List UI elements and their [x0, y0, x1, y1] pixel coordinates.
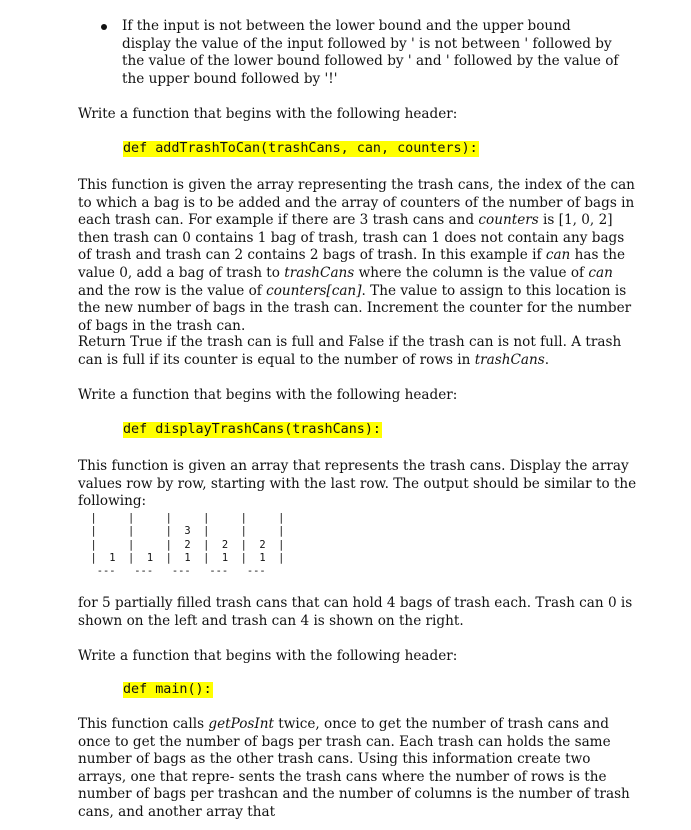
code-header-add-trash: [123, 139, 479, 159]
header-intro-1: Write a function that begins with the following header:: [78, 106, 458, 122]
header-intro-2: Write a function that begins with the following header:: [78, 387, 458, 403]
code-text: def addTrashToCan(trashCans, can, counters):: [123, 141, 478, 156]
code-text: def displayTrashCans(trashCans):: [123, 422, 381, 437]
paragraph-return: Return True if the trash can is full and False if the trash can is not full. A trash can is full if its counter is equal to the number of rows in trashCans.: [78, 334, 622, 368]
header-intro-3: Write a function that begins with the following header:: [78, 648, 458, 664]
code-header-main: [123, 680, 213, 700]
trash-can-diagram: | | | | | | | | | 3 | | | | | | 2 | 2 | 2 | | 1 | 1 | 1 | 1 | 1 | --- --- --- --- ---: [78, 512, 285, 578]
paragraph-add-trash: This function is given the array representing the trash cans, the index of the can to which a bag is to be added and the array of counters of the number of bags in each trash can. For example if there are 3 trash cans and counters is [1, 0, 2] then trash can 0 contains 1 bag of trash, trash can 1 does not contain any bags of trash and trash can 2 contains 2 bags of trash. In this example if can has the value 0, add a bag of trash to trashCans where the column is the value of can and the row is the value of counters[can]. The value to assign to this location is the new number of bags in the trash can. Increment the counter for the number of bags in the trash can.: [78, 177, 635, 334]
code-text: def main():: [123, 682, 212, 697]
paragraph-display: This function is given an array that represents the trash cans. Display the array values row by row, starting with the last row. The output should be similar to the following:: [78, 458, 637, 510]
paragraph-example: for 5 partially filled trash cans that can hold 4 bags of trash each. Trash can 0 is shown on the left and trash can 4 is shown on the right.: [78, 595, 633, 629]
bullet-text: If the input is not between the lower bound and the upper bound display the value of the input followed by ' is not between ' followed by the value of the lower bound followed by ' and ' followed by the value of the upper bound followed by '!': [122, 18, 619, 87]
paragraph-main: This function calls getPosInt twice, once to get the number of trash cans and once to get the number of bags per trash can. Each trash can holds the same number of bags as the other trash cans. Using this information create two arrays, one that repre- sents the trash cans where the number of rows is the number of bags per trashcan and the number of columns is the number of trash cans, and another array that: [78, 716, 630, 820]
code-header-display: [123, 420, 382, 440]
bullet-icon: [101, 24, 107, 30]
